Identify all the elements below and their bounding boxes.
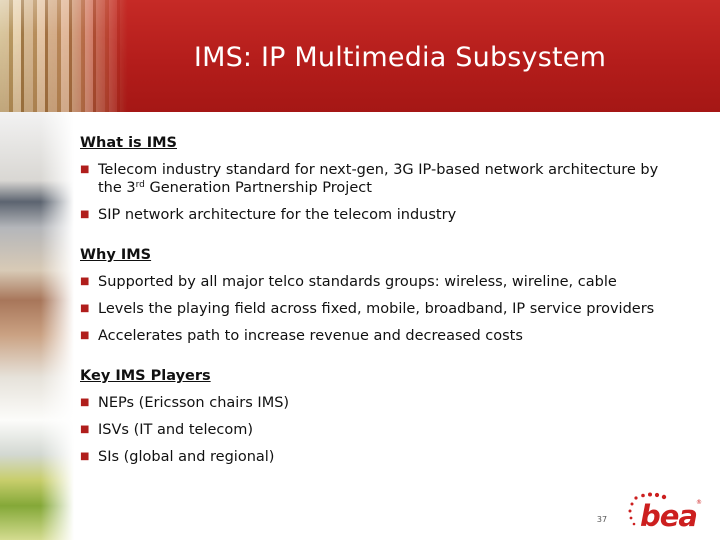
bullet-item: [80, 206, 680, 224]
svg-text:®: ®: [696, 499, 702, 506]
superscript: rd: [135, 180, 145, 190]
bullet-text: SIP network architecture for the telecom industry: [98, 207, 457, 223]
bea-logo-icon: [624, 490, 716, 534]
bullet-square-icon: ■: [80, 330, 90, 341]
bullet-square-icon: ■: [80, 209, 90, 220]
bullet-item: [80, 161, 680, 197]
bullet-text: SIs (global and regional): [98, 449, 275, 465]
bullet-square-icon: ■: [80, 276, 90, 287]
bullet-text: ISVs (IT and telecom): [98, 422, 254, 438]
page-number: 37: [596, 515, 608, 524]
bullet-text: Levels the playing field across fixed, mobile, broadband, IP service providers: [98, 301, 655, 317]
side-photo-fade: [0, 112, 74, 540]
bullet-square-icon: ■: [80, 397, 90, 408]
bullet-square-icon: ■: [80, 424, 90, 435]
bullet-item: [80, 421, 680, 439]
bullet-square-icon: ■: [80, 451, 90, 462]
svg-text:bea: bea: [640, 499, 697, 533]
bullet-item: [80, 394, 680, 412]
bullet-item: [80, 327, 680, 345]
slide-title: IMS: IP Multimedia Subsystem: [193, 42, 607, 73]
bullet-square-icon: ■: [80, 303, 90, 314]
title-bar: [0, 0, 720, 112]
bullet-item: [80, 448, 680, 466]
bullet-item: [80, 273, 680, 291]
section-why-ims: [80, 246, 680, 345]
slide-content: [80, 134, 680, 488]
bullet-text: Supported by all major telco standards groups: wireless, wireline, cable: [98, 274, 617, 290]
bullet-item: [80, 300, 680, 318]
section-heading: Why IMS: [80, 247, 152, 263]
section-heading: Key IMS Players: [80, 368, 211, 384]
section-what-is-ims: [80, 134, 680, 224]
bullet-text: NEPs (Ericsson chairs IMS): [98, 395, 290, 411]
bullet-text: Accelerates path to increase revenue and decreased costs: [98, 328, 523, 344]
bullet-square-icon: ■: [80, 164, 90, 175]
section-key-ims-players: [80, 367, 680, 466]
section-heading: What is IMS: [80, 135, 177, 151]
bullet-text: Telecom industry standard for next-gen, 3G IP-based network architecture by the 3rd Generation Partnership Project: [98, 162, 659, 196]
